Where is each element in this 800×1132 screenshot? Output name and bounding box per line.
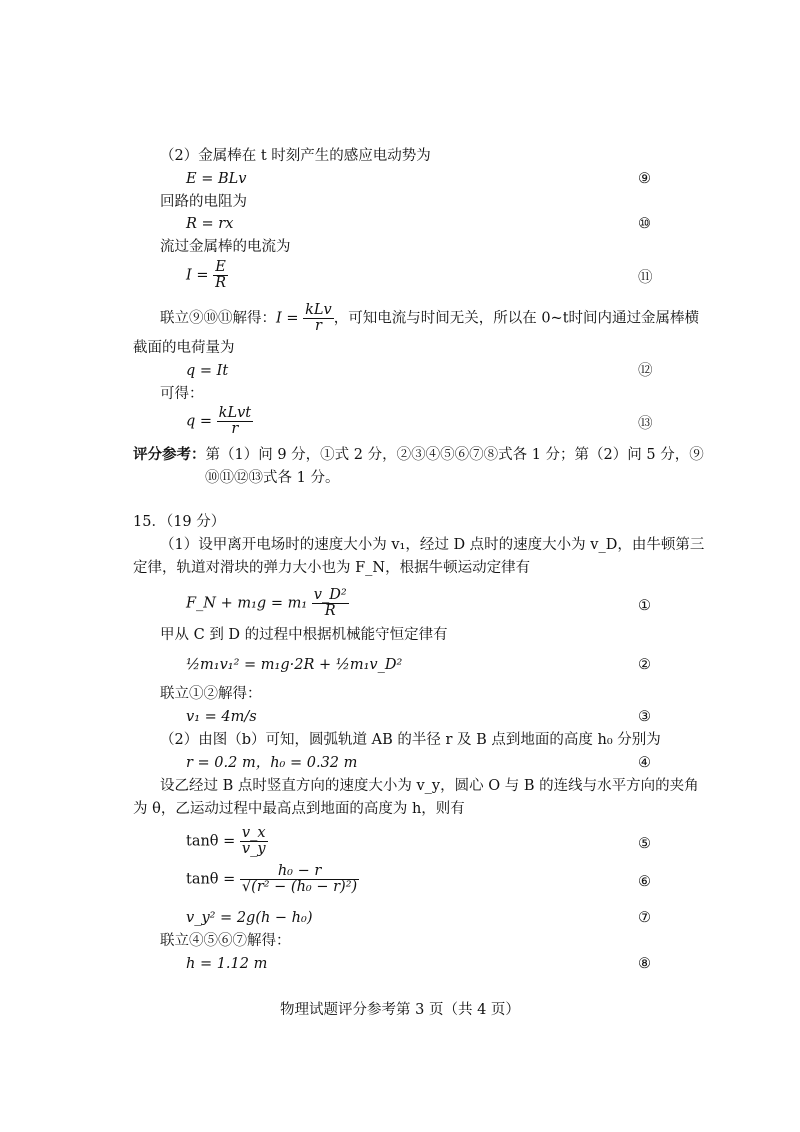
- result-label: 可得：: [160, 386, 204, 402]
- result-fraction: [217, 406, 253, 437]
- scoring-line-1: [133, 445, 704, 465]
- combine-fraction: [303, 303, 334, 334]
- combine-numerator: kLv: [305, 302, 332, 318]
- combine-2: 联立④⑤⑥⑦解得：: [160, 933, 291, 949]
- eq5-numerator: v_x: [240, 826, 268, 842]
- assume-1: 设乙经过 B 点时竖直方向的速度大小为 v_y，圆心 O 与 B 的连线与水平方向的夹角: [160, 778, 699, 794]
- eq-number-5: ⑤: [638, 836, 651, 852]
- part2-intro: （2）金属棒在 t 时刻产生的感应电动势为: [160, 148, 431, 164]
- eq6-numerator: h₀ − r: [240, 864, 359, 880]
- eq-number-2: ②: [638, 657, 651, 673]
- eq-number-4: ④: [638, 755, 651, 771]
- eq-number-11: ⑪: [638, 270, 653, 286]
- current-label: 流过金属棒的电流为: [160, 239, 291, 255]
- eq1-numerator: v_D²: [313, 587, 347, 603]
- eq6-fraction: [240, 864, 359, 895]
- scoring-label: 评分参考：: [133, 446, 206, 463]
- combine-prefix: 联立⑨⑩⑪解得：: [160, 310, 276, 327]
- current-fraction: [213, 260, 228, 291]
- eq8: h = 1.12 m: [186, 956, 268, 972]
- q15-intro-1: （1）设甲离开电场时的速度大小为 v₁，经过 D 点时的速度大小为 v_D，由牛顿第三: [160, 537, 705, 553]
- result-equation: [186, 406, 253, 437]
- eq6: [186, 864, 359, 895]
- eq-number-3: ③: [638, 709, 651, 725]
- eq4: r = 0.2 m，h₀ = 0.32 m: [186, 755, 358, 771]
- result-numerator: kLvt: [218, 405, 252, 421]
- eq-number-13: ⑬: [638, 416, 653, 432]
- energy-label: 甲从 C 到 D 的过程中根据机械能守恒定律有: [160, 627, 448, 643]
- eq6-denominator: √(r² − (h₀ − r)²): [241, 879, 358, 896]
- eq-number-6: ⑥: [638, 874, 651, 890]
- scoring-line-2: ⑩⑪⑫⑬式各 1 分。: [205, 470, 340, 486]
- current-lhs: I =: [186, 267, 209, 284]
- part2-line: （2）由图（b）可知，圆弧轨道 AB 的半径 r 及 B 点到地面的高度 h₀ 分别为: [160, 732, 661, 748]
- current-numerator: E: [213, 260, 228, 276]
- combine-lhs: I =: [276, 310, 299, 327]
- combine-suffix: ，可知电流与时间无关，所以在 0~t时间内通过金属棒横: [333, 310, 700, 327]
- eq-number-12: ⑫: [638, 363, 653, 379]
- charge-label: 截面的电荷量为: [133, 340, 235, 356]
- assume-2: 为 θ，乙运动过程中最高点到地面的高度为 h，则有: [133, 801, 465, 817]
- eq6-lhs: tanθ =: [186, 871, 236, 888]
- eq2: ½m₁v₁² = m₁g·2R + ½m₁v_D²: [186, 657, 403, 673]
- eq5-fraction: [240, 826, 268, 857]
- resistance-label: 回路的电阻为: [160, 194, 247, 210]
- eq1-denominator: R: [324, 603, 336, 620]
- q15-heading: 15．（19 分）: [133, 514, 226, 530]
- combine-denominator: r: [314, 318, 322, 335]
- result-denominator: r: [231, 421, 239, 438]
- combine-1: 联立①②解得：: [160, 686, 262, 702]
- eq-number-7: ⑦: [638, 910, 651, 926]
- eq1-fraction: [312, 588, 349, 619]
- eq-number-9: ⑨: [638, 171, 651, 187]
- page-footer: 物理试题评分参考第 3 页（共 4 页）: [280, 1002, 520, 1018]
- eq5: [186, 826, 268, 857]
- current-equation: [186, 260, 228, 291]
- eq1-lhs: F_N + m₁g = m₁: [186, 595, 308, 612]
- eq-number-1: ①: [638, 598, 651, 614]
- combine-line: [160, 303, 699, 334]
- charge-equation: q = It: [186, 363, 229, 379]
- emf-equation: E = BLv: [186, 171, 247, 187]
- eq1: [186, 588, 349, 619]
- eq5-lhs: tanθ =: [186, 833, 236, 850]
- scoring-text-1: 第（1）问 9 分，①式 2 分，②③④⑤⑥⑦⑧式各 1 分；第（2）问 5 分，⑨: [205, 447, 704, 463]
- eq-number-8: ⑧: [638, 956, 651, 972]
- eq3: v₁ = 4m/s: [186, 709, 257, 725]
- resistance-equation: R = rx: [186, 216, 234, 232]
- result-lhs: q =: [186, 413, 213, 430]
- q15-intro-2: 定律，轨道对滑块的弹力大小也为 F_N，根据牛顿运动定律有: [133, 560, 531, 576]
- current-denominator: R: [215, 275, 227, 292]
- eq5-denominator: v_y: [241, 841, 266, 858]
- eq-number-10: ⑩: [638, 216, 651, 232]
- eq7: v_y² = 2g(h − h₀): [186, 910, 313, 926]
